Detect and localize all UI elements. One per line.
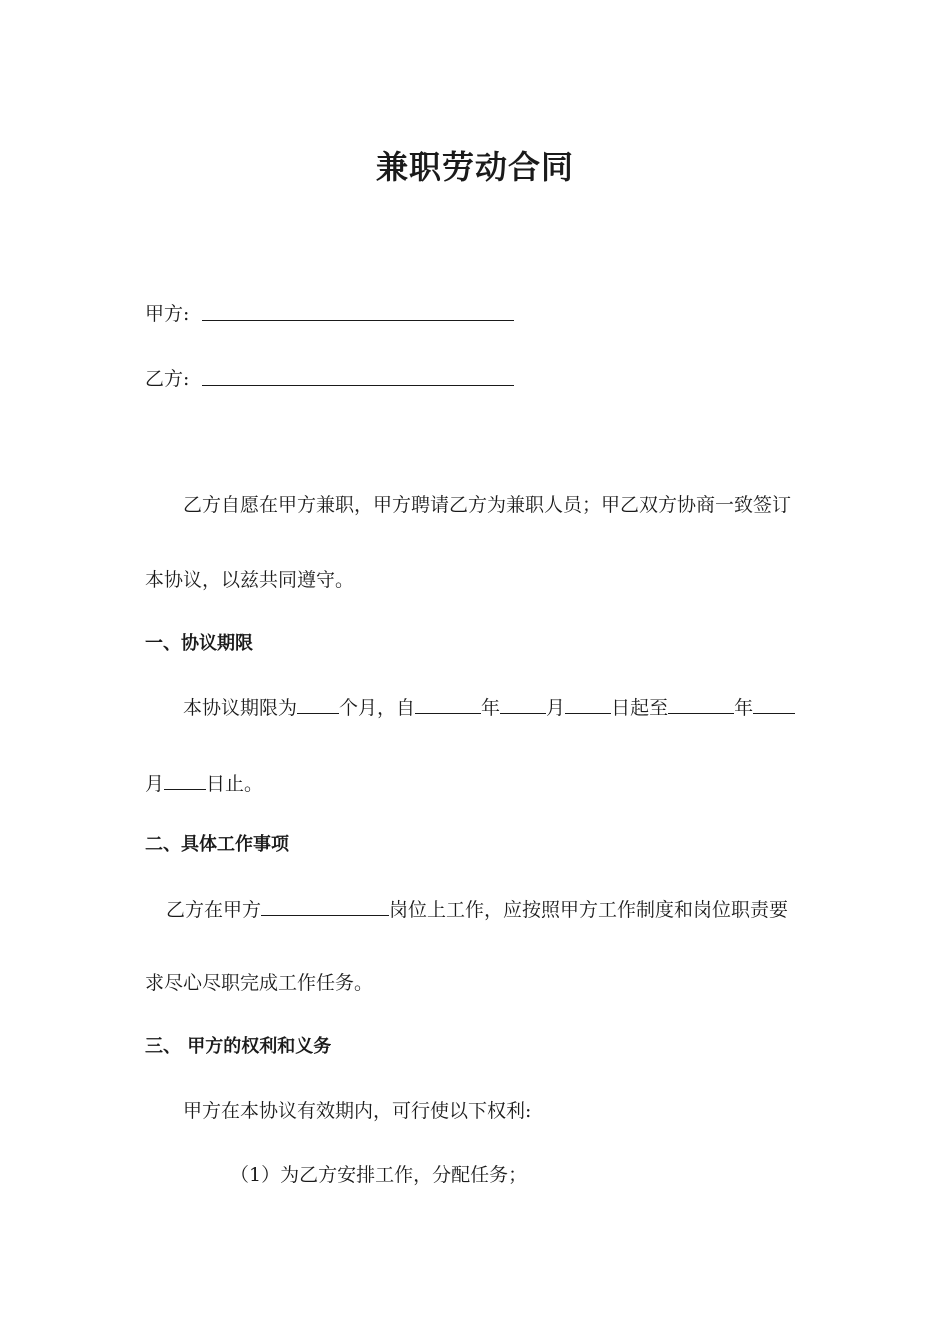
section-1-heading: 一、协议期限 [145, 633, 253, 654]
document-title: 兼职劳动合同 [375, 148, 574, 186]
party-b-blank [202, 385, 514, 386]
term-text-8: 日止。 [206, 773, 264, 795]
section-2-line-2: 求尽心尽职完成工作任务。 [145, 972, 374, 994]
start-day-blank [565, 695, 611, 714]
party-a-blank [202, 320, 514, 321]
section-1-line-1 [183, 695, 795, 720]
end-year-blank [668, 695, 734, 714]
end-month-blank [753, 695, 795, 714]
term-text-4: 月 [546, 697, 566, 719]
section-2-line-1 [166, 897, 788, 922]
months-blank [297, 695, 339, 714]
term-text-5: 日起至 [611, 697, 669, 719]
section-3-line-1: 甲方在本协议有效期内，可行使以下权利: [183, 1100, 532, 1122]
section-3-heading: 三、 甲方的权利和义务 [145, 1036, 332, 1057]
section-3-item-1: （1）为乙方安排工作，分配任务； [230, 1164, 528, 1186]
term-text-3: 年 [481, 697, 501, 719]
party-a-label: 甲方: [145, 303, 190, 325]
work-text-2: 岗位上工作，应按照甲方工作制度和岗位职责要 [389, 899, 789, 921]
end-day-blank [164, 771, 206, 790]
term-text-6: 年 [734, 697, 754, 719]
party-b-label: 乙方: [145, 368, 190, 390]
start-month-blank [500, 695, 546, 714]
start-year-blank [415, 695, 481, 714]
term-text-1: 本协议期限为 [183, 697, 298, 719]
intro-line-1: 乙方自愿在甲方兼职，甲方聘请乙方为兼职人员；甲乙双方协商一致签订 [183, 494, 792, 516]
term-text-2: 个月，自 [339, 697, 416, 719]
intro-line-2: 本协议，以兹共同遵守。 [145, 569, 355, 591]
position-blank [261, 897, 389, 916]
term-text-7: 月 [145, 773, 165, 795]
section-2-heading: 二、具体工作事项 [145, 834, 289, 855]
section-1-line-2 [145, 771, 263, 796]
work-text-1: 乙方在甲方 [166, 899, 262, 921]
